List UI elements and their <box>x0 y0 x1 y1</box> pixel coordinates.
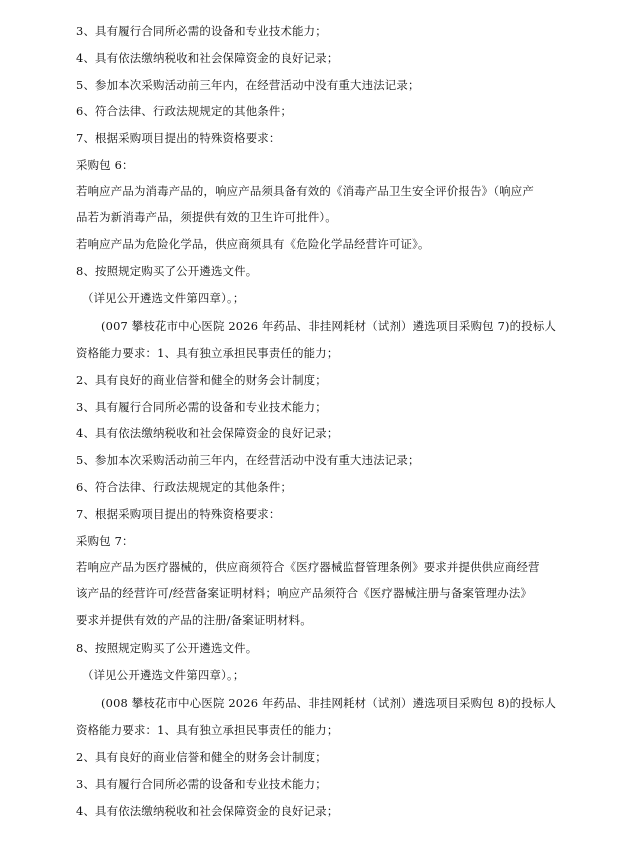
package-heading: (008 攀枝花市中心医院 2026 年药品、非挂网耗材（试剂）遴选项目采购包 8)的投标人 <box>101 696 557 710</box>
text-line: 若响应产品为医疗器械的，供应商须符合《医疗器械监督管理条例》要求并提供供应商经营 <box>76 560 540 574</box>
text-line: 8、按照规定购买了公开遴选文件。 <box>76 641 258 655</box>
text-line: 若响应产品为危险化学品，供应商须具有《危险化学品经营许可证》。 <box>76 237 430 251</box>
text-line: 该产品的经营许可/经营备案证明材料；响应产品须符合《医疗器械注册与备案管理办法》 <box>76 586 533 600</box>
text-line: 4、具有依法缴纳税收和社会保障资金的良好记录； <box>76 51 339 65</box>
text-line: 3、具有履行合同所必需的设备和专业技术能力； <box>76 777 327 791</box>
text-line: 5、参加本次采购活动前三年内，在经营活动中没有重大违法记录； <box>76 78 420 92</box>
section-label: 采购包 6： <box>76 158 134 172</box>
section-label: 采购包 7： <box>76 534 134 548</box>
text-line: 8、按照规定购买了公开遴选文件。 <box>76 264 258 278</box>
package-heading: (007 攀枝花市中心医院 2026 年药品、非挂网耗材（试剂）遴选项目采购包 7)的投标人 <box>101 319 557 333</box>
text-line: 4、具有依法缴纳税收和社会保障资金的良好记录； <box>76 426 339 440</box>
text-line: 3、具有履行合同所必需的设备和专业技术能力； <box>76 400 327 414</box>
text-line: 6、符合法律、行政法规规定的其他条件； <box>76 104 293 118</box>
text-line: （详见公开遴选文件第四章）。； <box>82 668 245 682</box>
text-line: 若响应产品为消毒产品的，响应产品须具备有效的《消毒产品卫生安全评价报告》（响应产 <box>76 184 534 198</box>
text-line: 资格能力要求：1、具有独立承担民事责任的能力； <box>76 346 339 360</box>
text-line: （详见公开遴选文件第四章）。； <box>82 291 245 305</box>
text-line: 资格能力要求：1、具有独立承担民事责任的能力； <box>76 723 339 737</box>
text-line: 要求并提供有效的产品的注册/备案证明材料。 <box>76 613 312 627</box>
text-line: 品若为新消毒产品，须提供有效的卫生许可批件）。 <box>76 210 337 224</box>
text-line: 2、具有良好的商业信誉和健全的财务会计制度； <box>76 373 327 387</box>
text-line: 7、根据采购项目提出的特殊资格要求： <box>76 131 281 145</box>
text-line: 4、具有依法缴纳税收和社会保障资金的良好记录； <box>76 804 339 818</box>
text-line: 6、符合法律、行政法规规定的其他条件； <box>76 480 293 494</box>
text-line: 7、根据采购项目提出的特殊资格要求： <box>76 507 281 521</box>
text-line: 3、具有履行合同所必需的设备和专业技术能力； <box>76 24 327 38</box>
text-line: 5、参加本次采购活动前三年内，在经营活动中没有重大违法记录； <box>76 453 420 467</box>
text-line: 2、具有良好的商业信誉和健全的财务会计制度； <box>76 750 327 764</box>
